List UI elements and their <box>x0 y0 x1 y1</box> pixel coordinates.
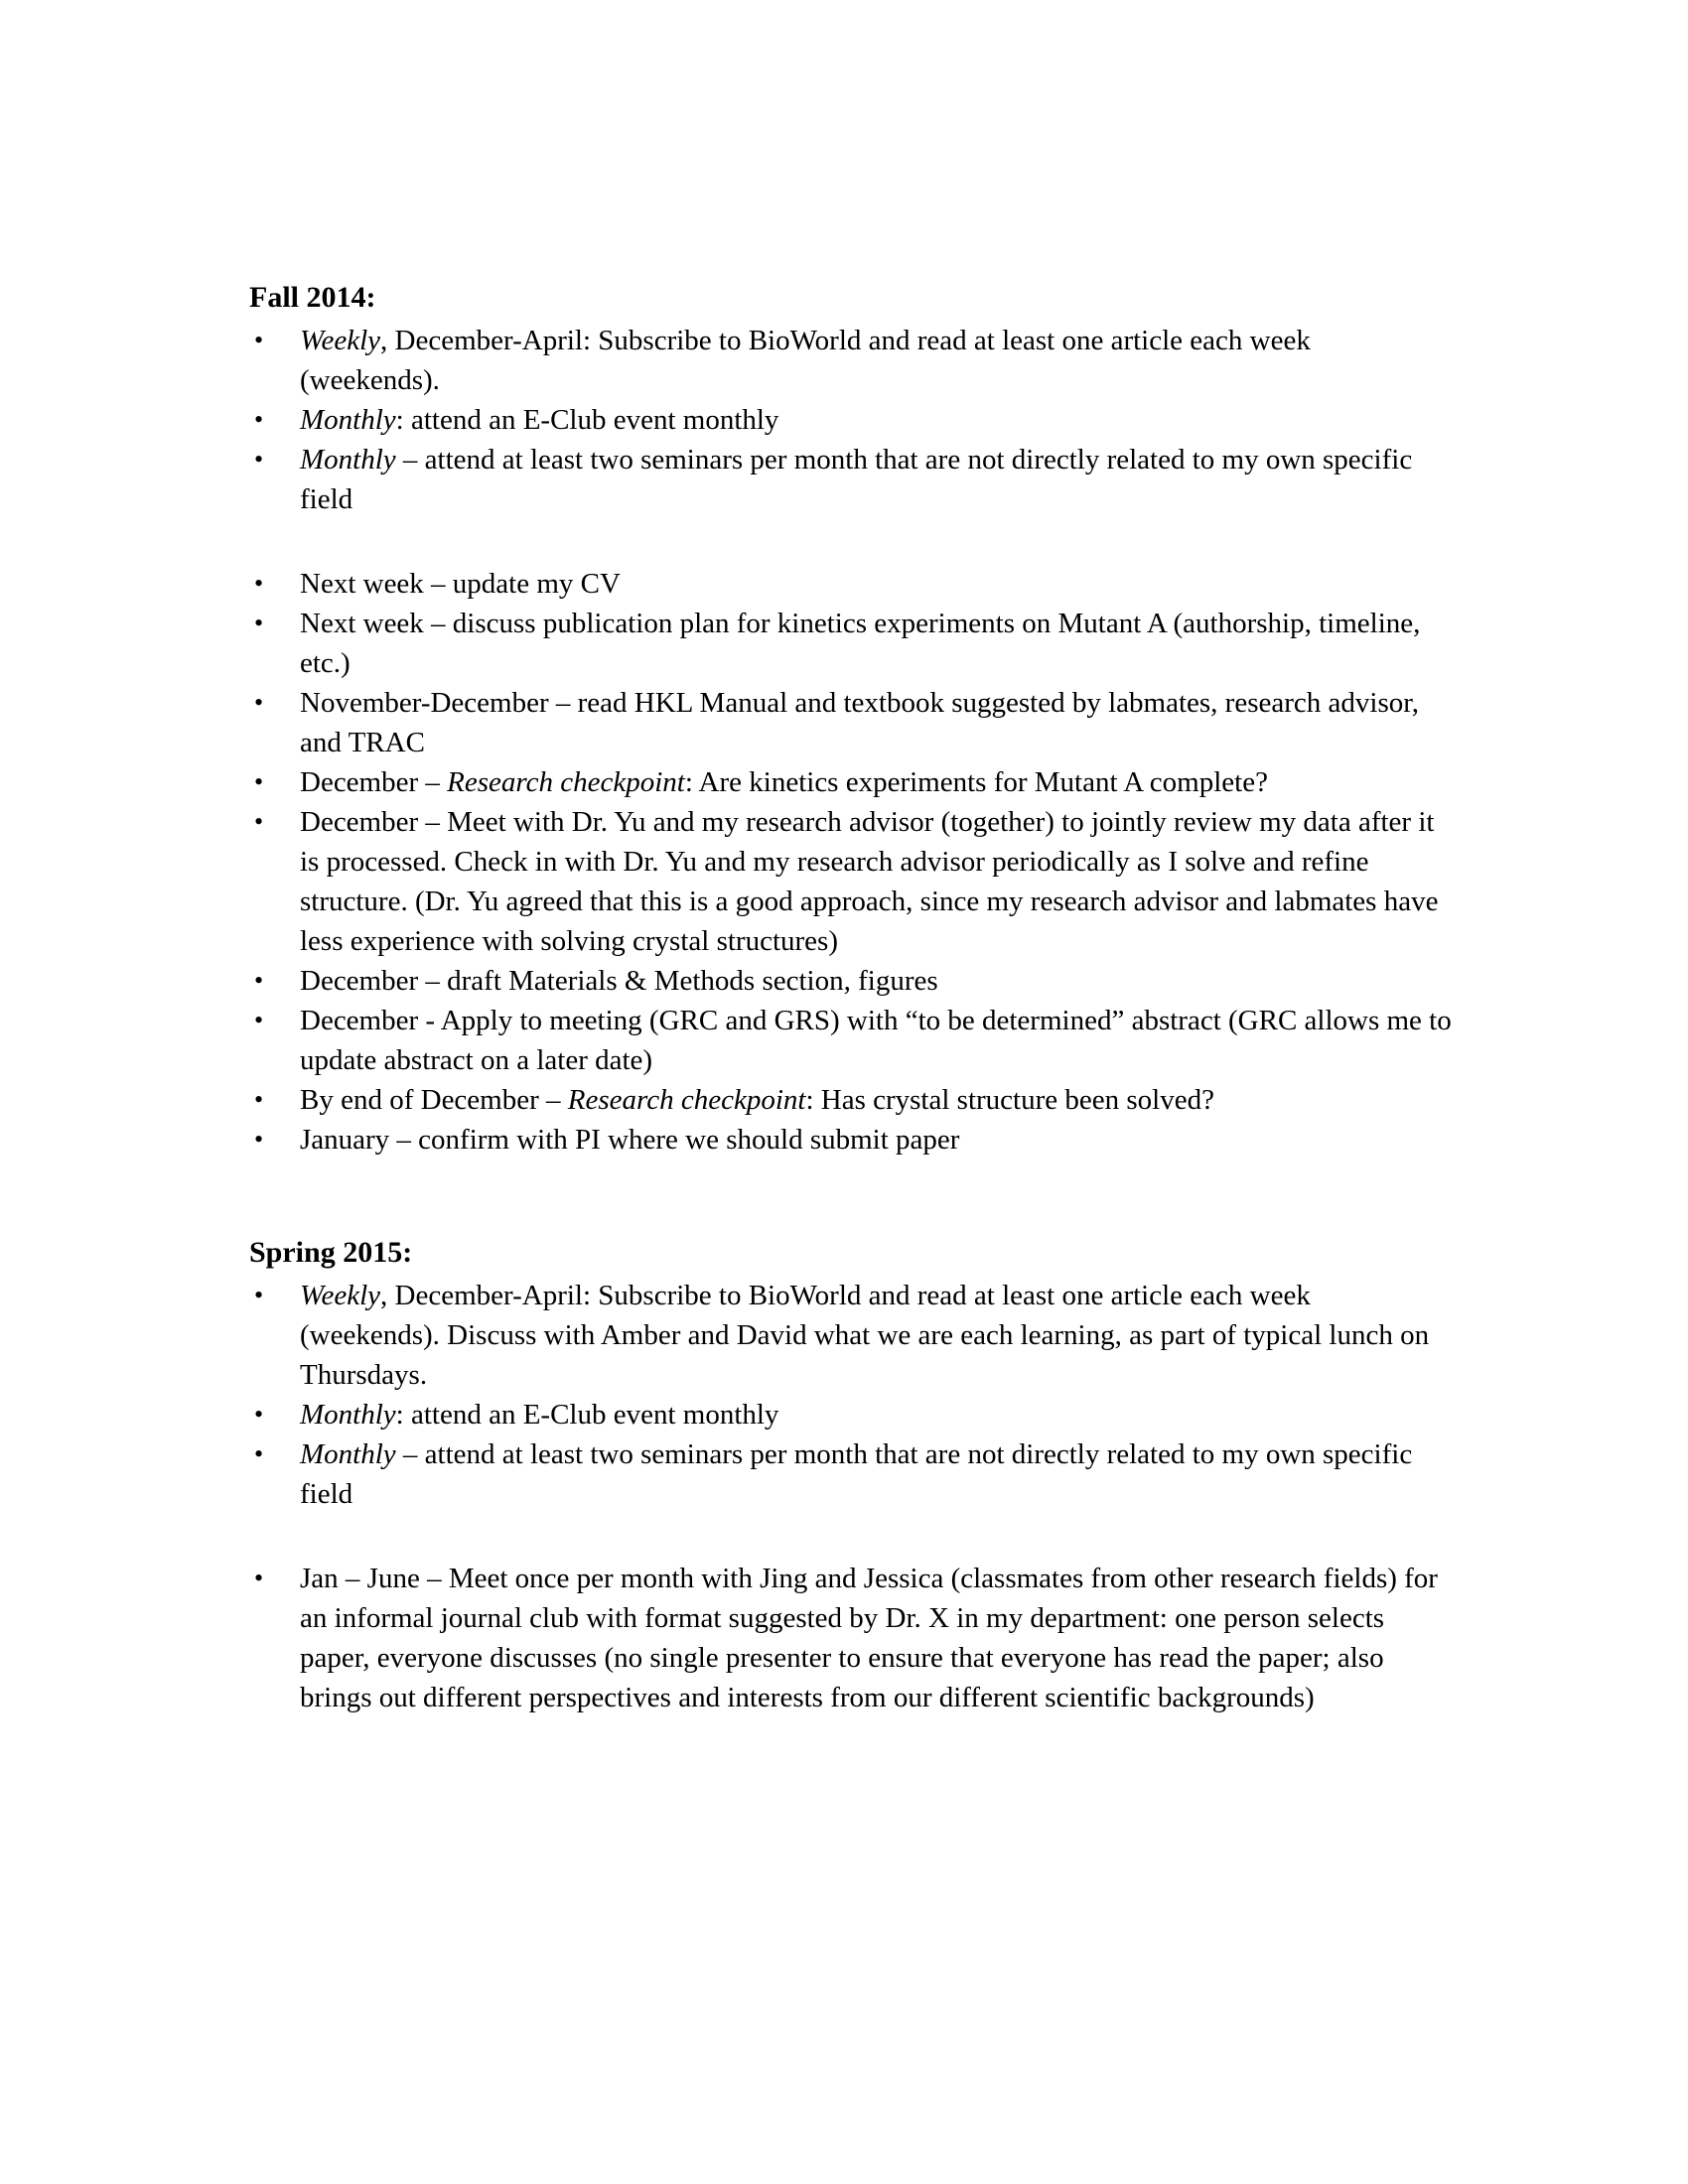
bullet-group <box>249 321 1456 519</box>
list-item <box>249 802 1456 961</box>
list-item <box>249 683 1456 762</box>
list-item <box>249 321 1456 400</box>
list-item-text: November-December – read HKL Manual and textbook suggested by labmates, research advisor, and TRAC <box>300 687 1419 758</box>
list-item <box>249 564 1456 604</box>
document-section <box>249 1233 1456 1717</box>
list-item <box>249 1559 1456 1717</box>
list-item-text: December – draft Materials & Methods section, figures <box>300 965 938 997</box>
list-item-text: By end of December – Research checkpoint: Has crystal structure been solved? <box>300 1084 1214 1116</box>
bullet-icon: • <box>254 966 264 995</box>
list-item-text: December – Meet with Dr. Yu and my research advisor (together) to jointly review my data after it is processed. Check in with Dr. Yu and my research advisor periodically as I solve and refine structure. (Dr. Yu agreed that this is a good approach, since my research advisor and labmates have less experience with solving crystal structures) <box>300 806 1439 957</box>
bullet-icon: • <box>254 405 264 434</box>
bullet-icon: • <box>254 688 264 717</box>
bullet-icon: • <box>254 1125 264 1154</box>
bullet-icon: • <box>254 807 264 836</box>
list-item <box>249 1276 1456 1395</box>
bullet-icon: • <box>254 1085 264 1114</box>
list-item-text: Monthly – attend at least two seminars per month that are not directly related to my own specific field <box>300 1438 1413 1510</box>
bullet-icon: • <box>254 445 264 474</box>
list-item <box>249 1080 1456 1120</box>
list-item <box>249 1434 1456 1514</box>
list-item-text: Next week – update my CV <box>300 568 621 600</box>
list-item-text: Next week – discuss publication plan for kinetics experiments on Mutant A (authorship, timeline, etc.) <box>300 608 1421 679</box>
section-heading: Fall 2014: <box>249 281 376 314</box>
list-item-text: Weekly, December-April: Subscribe to BioWorld and read at least one article each week (weekends). Discuss with Amber and David what we are each learning, as part of typical lunch on Thursdays. <box>300 1280 1430 1391</box>
bullet-icon: • <box>254 1400 264 1429</box>
document-content <box>249 278 1456 1717</box>
bullet-icon: • <box>254 569 264 598</box>
list-item-text: Monthly – attend at least two seminars per month that are not directly related to my own specific field <box>300 444 1413 515</box>
list-item <box>249 400 1456 440</box>
bullet-group <box>249 1559 1456 1717</box>
list-item <box>249 1001 1456 1080</box>
section-heading: Spring 2015: <box>249 1236 413 1269</box>
bullet-icon: • <box>254 1564 264 1592</box>
list-item-text: Monthly: attend an E-Club event monthly <box>300 404 779 436</box>
list-item-text: December – Research checkpoint: Are kinetics experiments for Mutant A complete? <box>300 766 1268 798</box>
list-item <box>249 762 1456 802</box>
list-item-text: January – confirm with PI where we should submit paper <box>300 1124 960 1156</box>
list-item-text: Weekly, December-April: Subscribe to BioWorld and read at least one article each week (weekends). <box>300 325 1311 396</box>
bullet-group <box>249 564 1456 1160</box>
bullet-icon: • <box>254 767 264 796</box>
bullet-icon: • <box>254 1006 264 1034</box>
list-item <box>249 440 1456 519</box>
bullet-group <box>249 1276 1456 1514</box>
list-item <box>249 1395 1456 1434</box>
bullet-icon: • <box>254 609 264 637</box>
list-item-text: Jan – June – Meet once per month with Jing and Jessica (classmates from other research fields) for an informal journal club with format suggested by Dr. X in my department: one person selects paper, everyone discusses (no single presenter to ensure that everyone has read the paper; also brings out different perspectives and interests from our different scientific backgrounds) <box>300 1563 1438 1713</box>
list-item <box>249 604 1456 683</box>
bullet-icon: • <box>254 1439 264 1468</box>
list-item-text: Monthly: attend an E-Club event monthly <box>300 1399 779 1431</box>
list-item <box>249 1120 1456 1160</box>
bullet-icon: • <box>254 1281 264 1309</box>
list-item-text: December - Apply to meeting (GRC and GRS) with “to be determined” abstract (GRC allows me to update abstract on a later date) <box>300 1005 1452 1076</box>
document-section <box>249 278 1456 1160</box>
bullet-icon: • <box>254 326 264 354</box>
list-item <box>249 961 1456 1001</box>
